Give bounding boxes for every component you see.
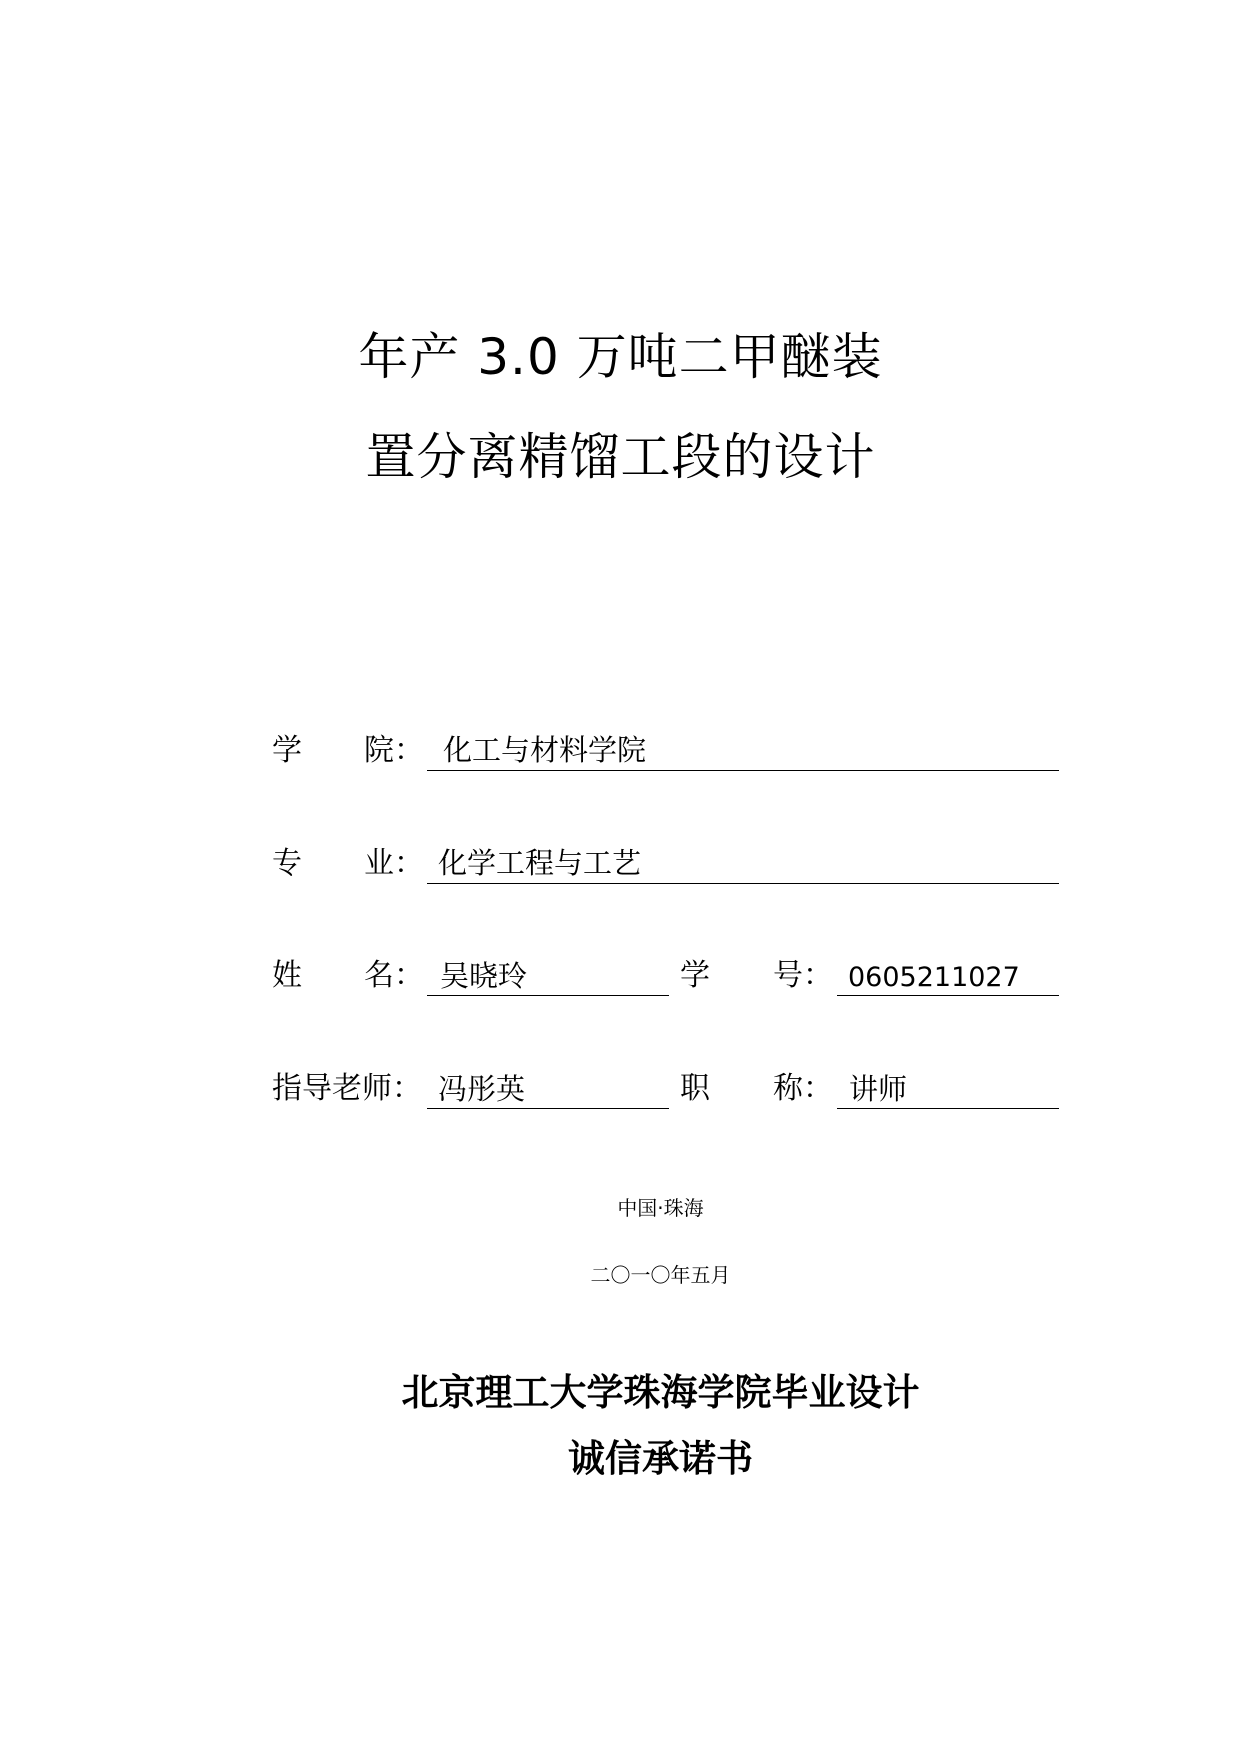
student-id-value: 0605211027	[848, 962, 1020, 993]
major-underline	[427, 883, 1059, 884]
date-text: 二〇一〇年五月	[590, 1263, 731, 1287]
title-rank-value: 讲师	[849, 1072, 908, 1106]
advisor-underline	[427, 1108, 669, 1109]
student-id-label-a: 学	[680, 958, 710, 993]
college-label-b: 院：	[364, 733, 424, 768]
college-label-a: 学	[272, 733, 302, 768]
thesis-title-line-2: 置分离精馏工段的设计	[365, 428, 876, 486]
thesis-title-line-1: 年产 3.0 万吨二甲醚装	[358, 328, 883, 386]
title-rank-label-a: 职	[680, 1071, 710, 1106]
pledge-heading-line-1: 北京理工大学珠海学院毕业设计	[401, 1370, 920, 1414]
major-value: 化学工程与工艺	[438, 846, 642, 880]
place-text: 中国·珠海	[617, 1196, 704, 1220]
advisor-label: 指导老师：	[272, 1071, 422, 1106]
pledge-heading-line-2: 诚信承诺书	[568, 1436, 753, 1480]
name-value: 吴晓玲	[440, 959, 528, 993]
college-underline	[427, 770, 1059, 771]
college-value: 化工与材料学院	[443, 733, 647, 767]
advisor-value: 冯彤英	[438, 1072, 526, 1106]
name-underline	[427, 995, 669, 996]
title-rank-label-b: 称：	[773, 1071, 833, 1106]
major-label-a: 专	[272, 846, 302, 881]
major-label-b: 业：	[364, 846, 424, 881]
name-label-a: 姓	[272, 958, 302, 993]
student-id-underline	[837, 995, 1059, 996]
title-rank-underline	[837, 1108, 1059, 1109]
name-label-b: 名：	[364, 958, 424, 993]
student-id-label-b: 号：	[773, 958, 833, 993]
